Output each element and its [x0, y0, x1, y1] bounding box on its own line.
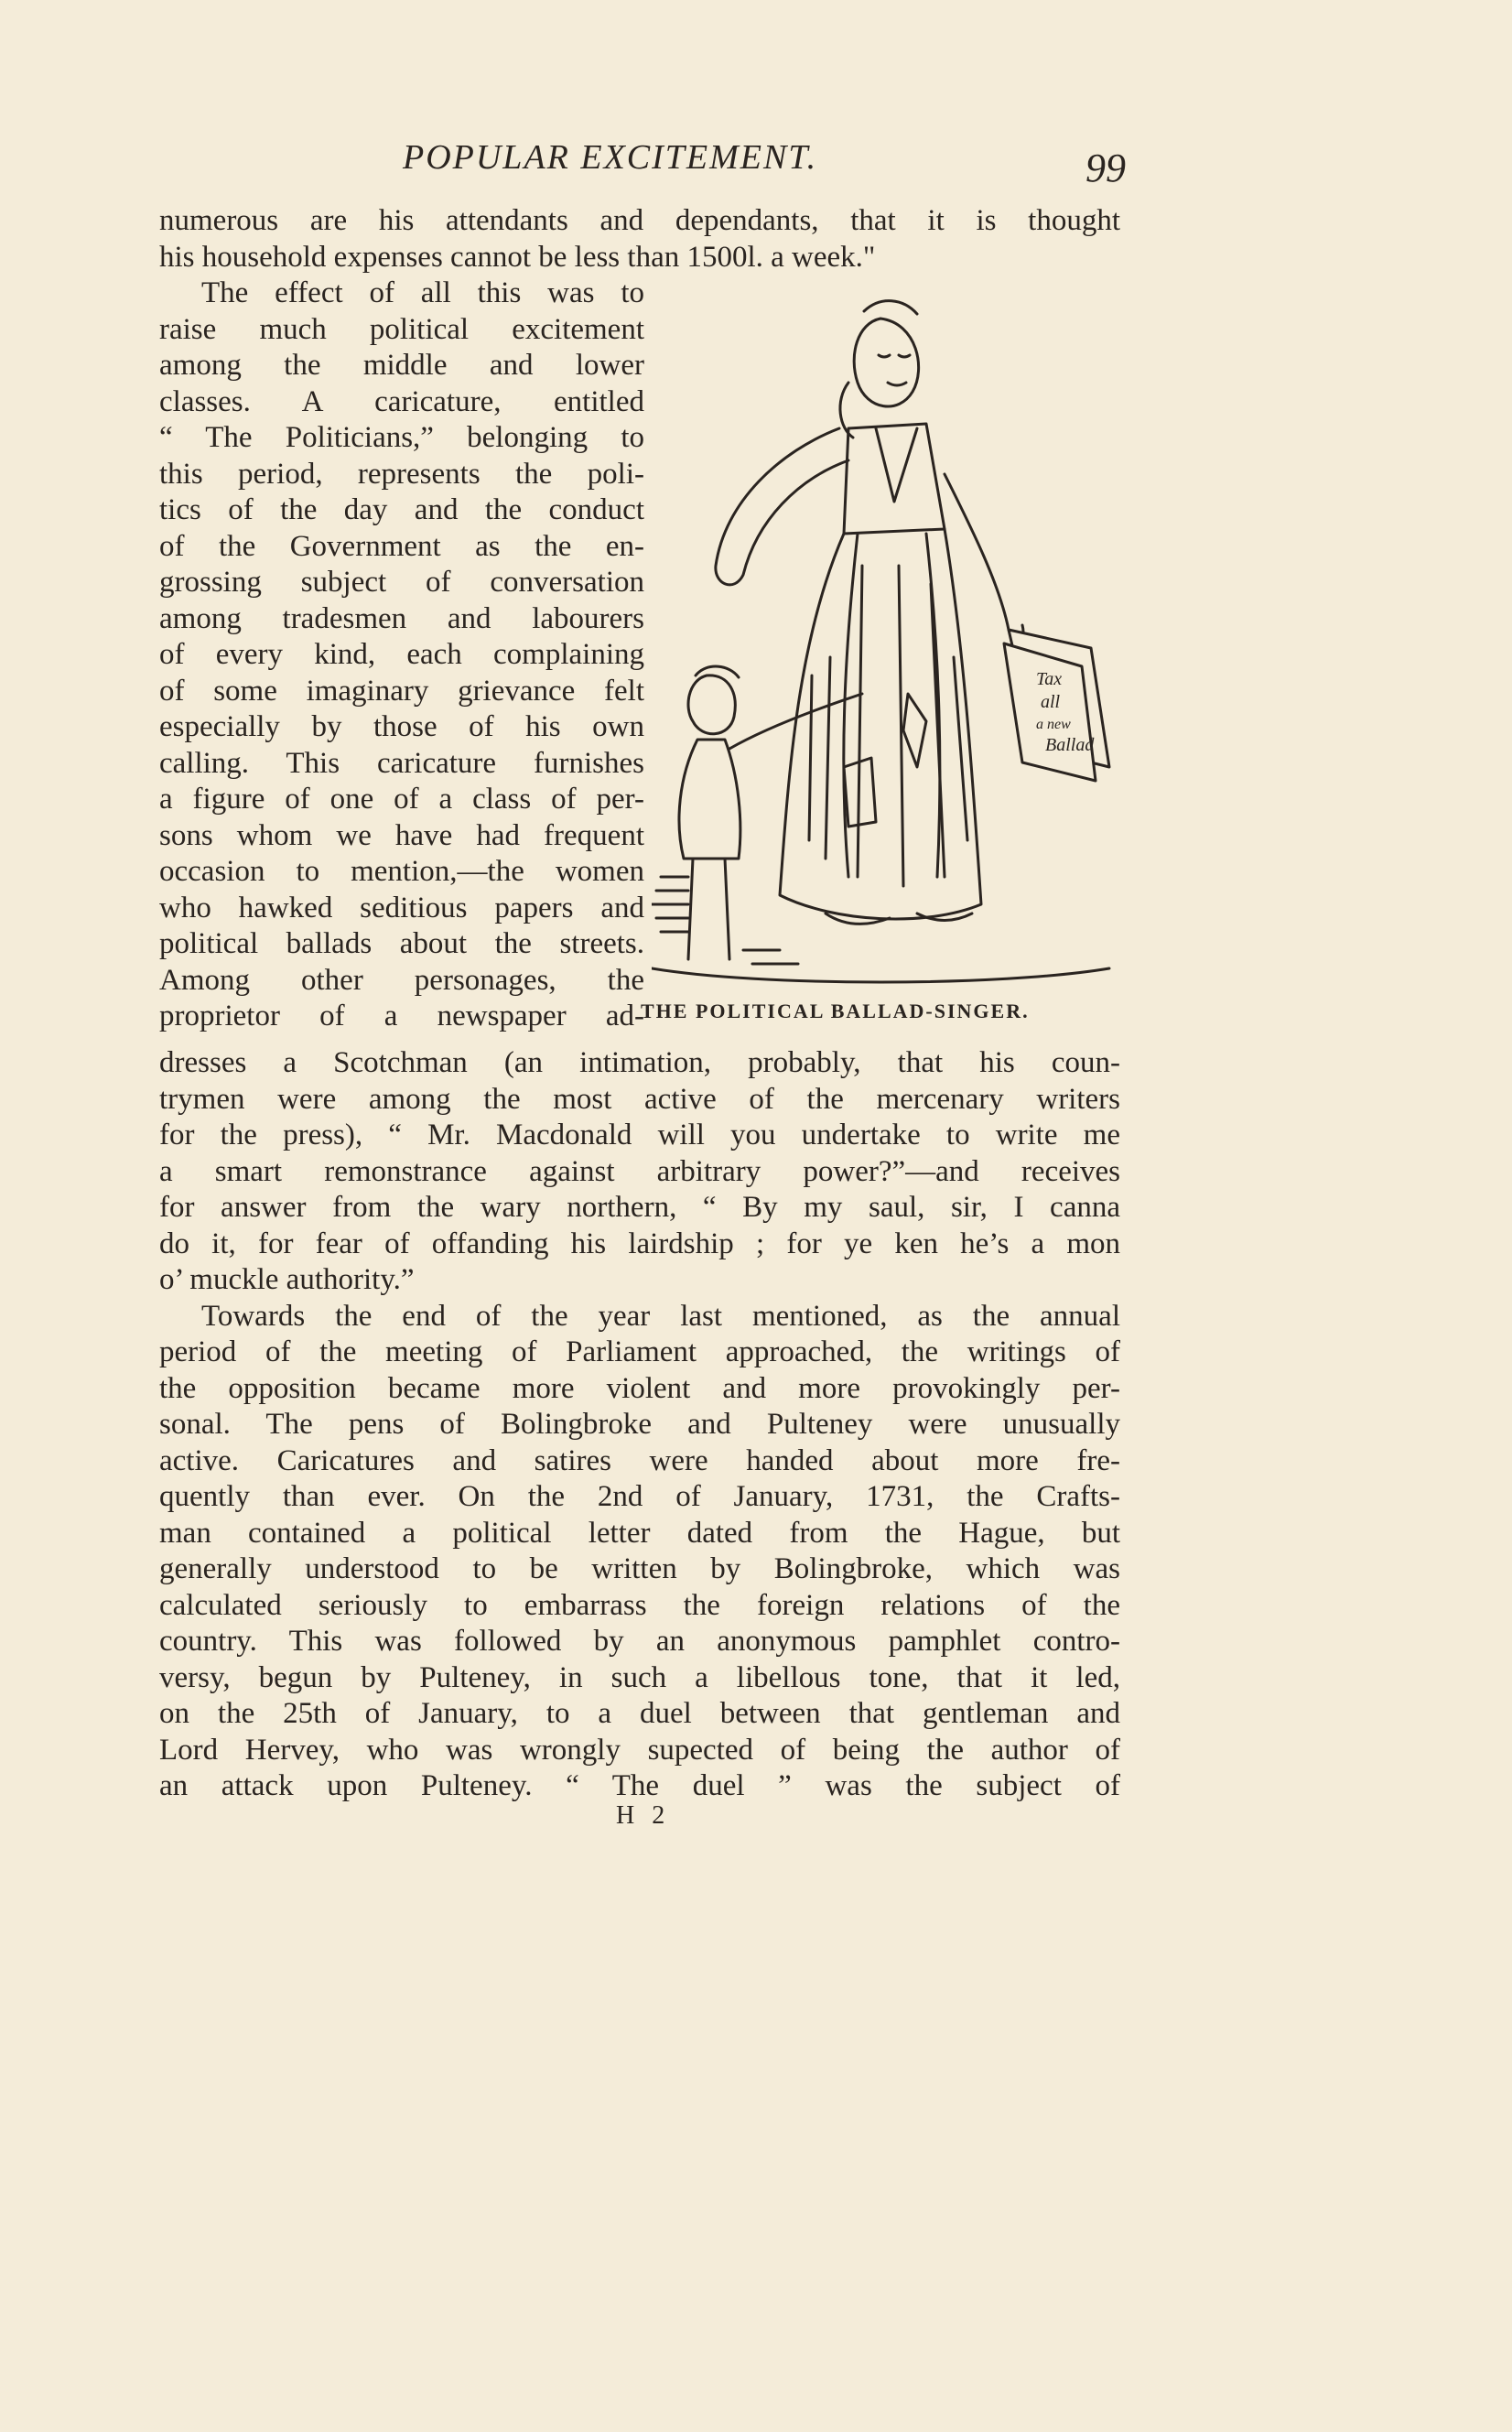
text-line: tics of the day and the conduct	[159, 493, 644, 526]
text-line: of the Government as the en-	[159, 529, 644, 563]
child-body	[679, 740, 740, 859]
sheet-text: Tax	[1036, 669, 1063, 689]
text-line: active. Caricatures and satires were handed about more fre-	[159, 1443, 1120, 1477]
text-line: raise much political excitement	[159, 312, 644, 346]
text-line: Towards the end of the year last mentioned, as the annual	[201, 1299, 1120, 1333]
sheet-text: Ballad	[1045, 735, 1095, 755]
text-line: his household expenses cannot be less than 1500l. a week."	[159, 240, 876, 274]
text-line: of some imaginary grievance felt	[159, 674, 644, 708]
woman-raised-arm	[716, 428, 848, 585]
text-line: Lord Hervey, who was wrongly supected of being the author of	[159, 1733, 1120, 1767]
text-line: classes. A caricature, entitled	[159, 384, 644, 418]
text-line: who hawked seditious papers and	[159, 891, 644, 924]
text-line: a figure of one of a class of per-	[159, 783, 644, 816]
text-line: man contained a political letter dated from the Hague, but	[159, 1516, 1120, 1550]
text-line: occasion to mention,—the women	[159, 855, 644, 888]
text-line: period of the meeting of Parliament approached, the writings of	[159, 1335, 1120, 1368]
text-line: among the middle and lower	[159, 349, 644, 382]
text-line: do it, for fear of offanding his lairdship ; for ye ken he’s a mon	[159, 1227, 1120, 1260]
text-line: an attack upon Pulteney. “ The duel ” was the subject of	[159, 1769, 1120, 1802]
text-line: calculated seriously to embarrass the foreign relations of the	[159, 1588, 1120, 1622]
ballad-singer-illustration	[652, 291, 1128, 987]
text-line: calling. This caricature furnishes	[159, 746, 644, 780]
text-line: dresses a Scotchman (an intimation, probably, that his coun-	[159, 1046, 1120, 1079]
text-line: the opposition became more violent and more provokingly per-	[159, 1371, 1120, 1405]
text-line: versy, begun by Pulteney, in such a libellous tone, that it led,	[159, 1660, 1120, 1694]
text-line: country. This was followed by an anonymous pamphlet contro-	[159, 1625, 1120, 1658]
text-line: of every kind, each complaining	[159, 638, 644, 671]
text-block-bottom	[159, 1045, 1120, 1805]
woman-bodice	[844, 424, 945, 534]
text-line: generally understood to be written by Bolingbroke, which was	[159, 1552, 1120, 1585]
text-line: on the 25th of January, to a duel between that gentleman and	[159, 1697, 1120, 1730]
figure-caption: THE POLITICAL BALLAD-SINGER.	[641, 1000, 1030, 1022]
sheet-text: all	[1041, 692, 1061, 712]
woman-head	[854, 319, 918, 406]
text-line: sons whom we have had frequent	[159, 818, 644, 852]
text-block-top	[159, 203, 1120, 276]
text-line: quently than ever. On the 2nd of January, 1731, the Crafts-	[159, 1480, 1120, 1513]
text-line: “ The Politicians,” belonging to	[159, 421, 644, 454]
text-line: political ballads about the streets.	[159, 927, 644, 960]
text-line: The effect of all this was to	[201, 276, 644, 309]
sheet-text: a new	[1036, 717, 1071, 732]
text-line: proprietor of a newspaper ad-	[159, 1000, 644, 1032]
text-line: a smart remonstrance against arbitrary power?”—and receives	[159, 1154, 1120, 1188]
text-line: this period, represents the poli-	[159, 457, 644, 491]
signature-mark: H 2	[616, 1801, 671, 1830]
text-line: grossing subject of conversation	[159, 566, 644, 599]
running-title: POPULAR EXCITEMENT.	[403, 138, 818, 177]
text-line: for answer from the wary northern, “ By my saul, sir, I canna	[159, 1191, 1120, 1224]
page-number: 99	[1085, 146, 1126, 190]
text-line: numerous are his attendants and dependants, that it is thought	[159, 204, 1120, 237]
text-line: o’ muckle authority.”	[159, 1263, 415, 1296]
text-line: especially by those of his own	[159, 710, 644, 743]
text-line: trymen were among the most active of the mercenary writers	[159, 1082, 1120, 1116]
text-line: sonal. The pens of Bolingbroke and Pulteney were unusually	[159, 1408, 1120, 1441]
child-head	[688, 676, 735, 734]
text-block-wrapped	[159, 276, 644, 1035]
text-line: for the press), “ Mr. Macdonald will you undertake to write me	[159, 1119, 1120, 1151]
text-line: among tradesmen and labourers	[159, 601, 644, 635]
text-line: Among other personages, the	[159, 963, 644, 997]
